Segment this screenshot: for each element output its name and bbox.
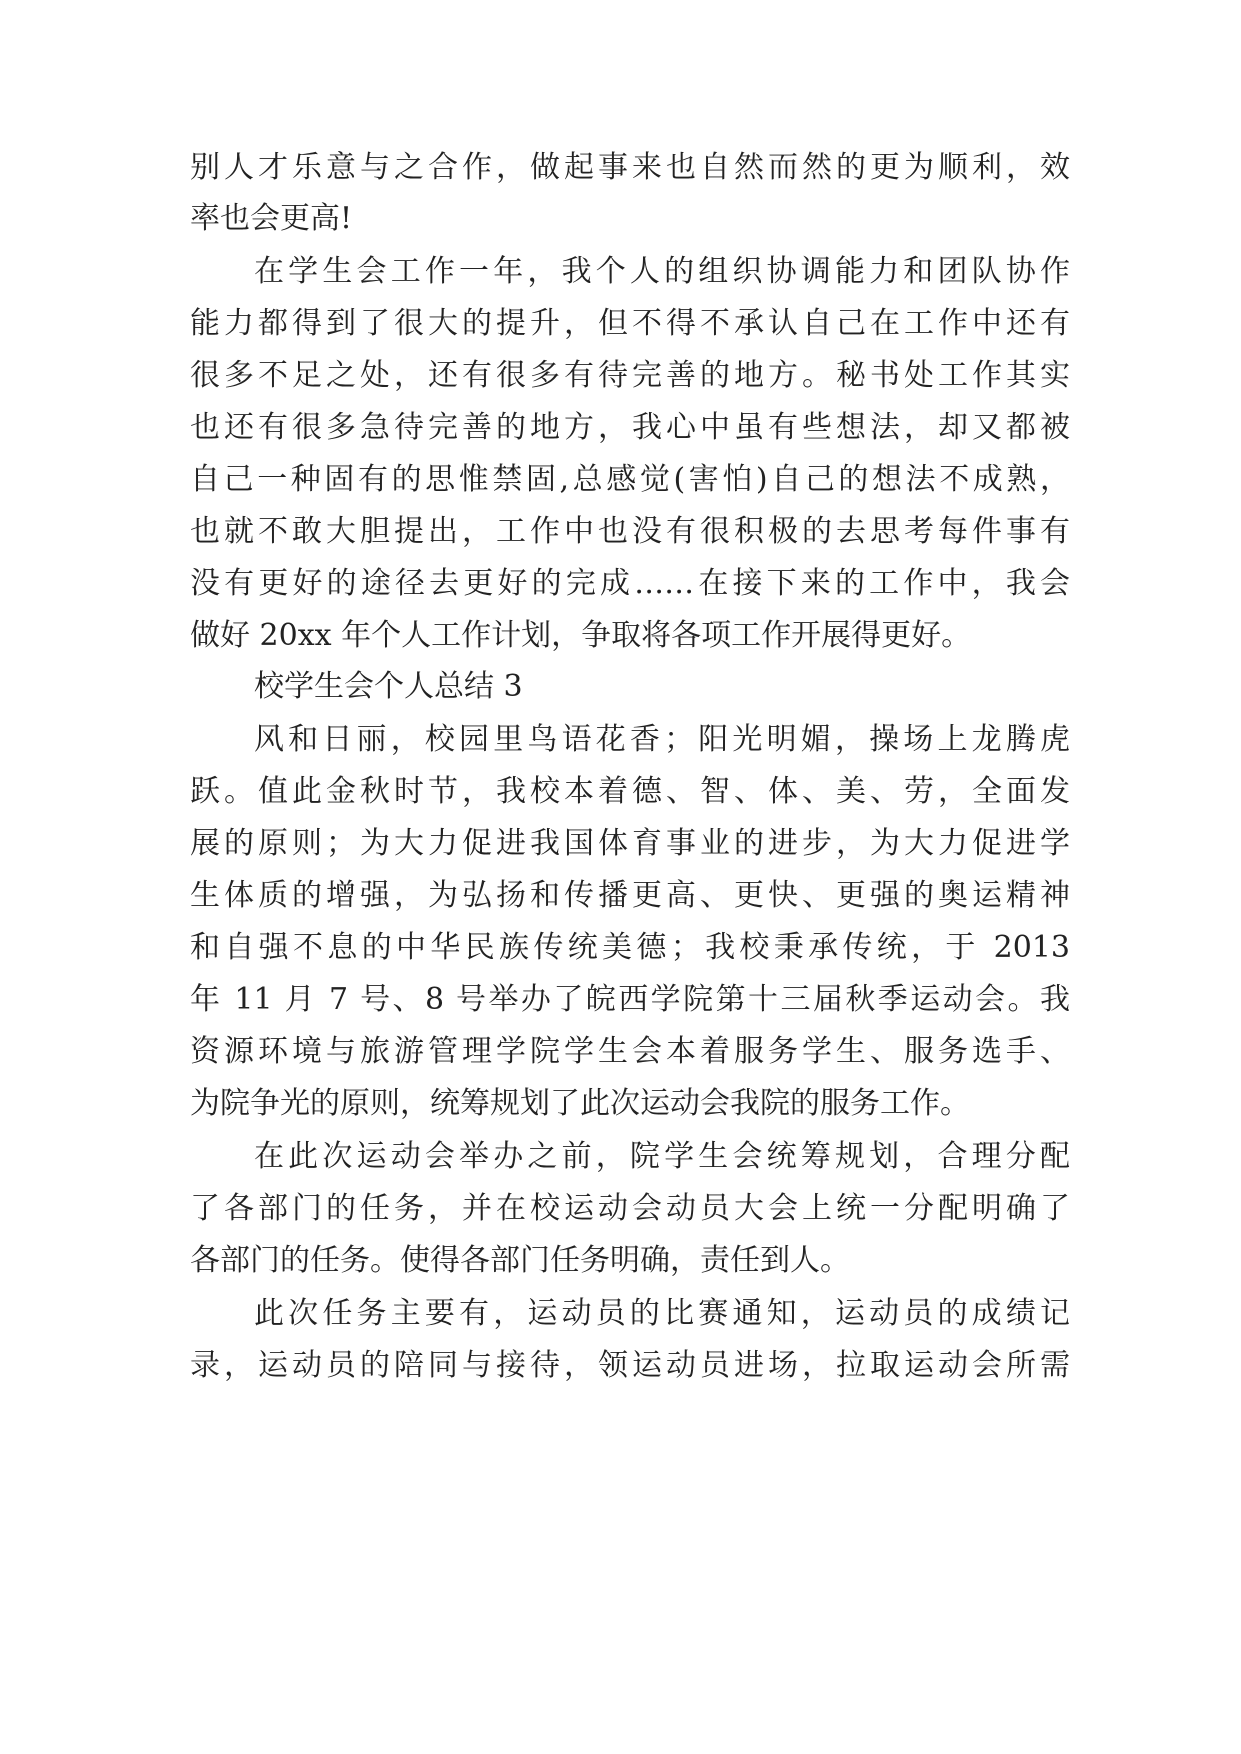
text-line: 自己一种固有的思惟禁固,总感觉(害怕)自己的想法不成熟，	[190, 462, 1070, 497]
text-line: 风和日丽，校园里鸟语花香；阳光明媚，操场上龙腾虎	[254, 722, 1070, 757]
text-line: 在此次运动会举办之前，院学生会统筹规划，合理分配	[254, 1139, 1070, 1174]
section-heading: 校学生会个人总结 3	[254, 669, 523, 704]
text-line: 没有更好的途径去更好的完成……在接下来的工作中，我会	[190, 566, 1070, 601]
text-line: 也就不敢大胆提出，工作中也没有很积极的去思考每件事有	[190, 514, 1070, 549]
text-line: 年 11 月 7 号、8 号举办了皖西学院第十三届秋季运动会。我	[190, 982, 1070, 1017]
text-line: 和自强不息的中华民族传统美德；我校秉承传统，于 2013	[190, 930, 1070, 965]
text-line: 录，运动员的陪同与接待，领运动员进场，拉取运动会所需	[190, 1348, 1070, 1383]
text-line: 很多不足之处，还有很多有待完善的地方。秘书处工作其实	[190, 358, 1070, 393]
text-line: 跃。值此金秋时节，我校本着德、智、体、美、劳，全面发	[190, 774, 1070, 809]
text-line: 能力都得到了很大的提升，但不得不承认自己在工作中还有	[190, 306, 1070, 341]
text-line: 别人才乐意与之合作，做起事来也自然而然的更为顺利，效	[190, 150, 1070, 185]
text-line: 展的原则；为大力促进我国体育事业的进步，为大力促进学	[190, 826, 1070, 861]
text-line: 各部门的任务。使得各部门任务明确，责任到人。	[190, 1243, 850, 1278]
text-line: 生体质的增强，为弘扬和传播更高、更快、更强的奥运精神	[190, 878, 1070, 913]
text-line: 为院争光的原则，统筹规划了此次运动会我院的服务工作。	[190, 1086, 970, 1121]
text-line: 了各部门的任务，并在校运动会动员大会上统一分配明确了	[190, 1191, 1070, 1226]
text-line: 也还有很多急待完善的地方，我心中虽有些想法，却又都被	[190, 410, 1070, 445]
text-line: 此次任务主要有，运动员的比赛通知，运动员的成绩记	[254, 1296, 1070, 1331]
text-line: 做好 20xx 年个人工作计划，争取将各项工作开展得更好。	[190, 618, 972, 653]
text-line: 资源环境与旅游管理学院学生会本着服务学生、服务选手、	[190, 1034, 1070, 1069]
text-line: 率也会更高!	[190, 201, 353, 236]
text-line: 在学生会工作一年，我个人的组织协调能力和团队协作	[254, 254, 1070, 289]
